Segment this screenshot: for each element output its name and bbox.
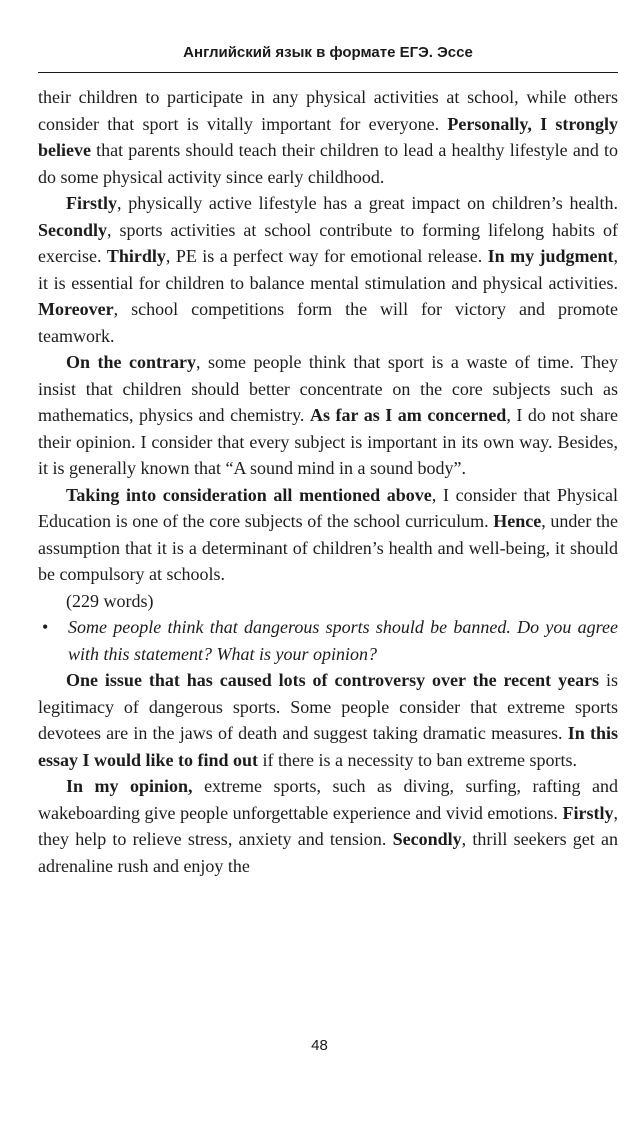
text-run: , thrill seekers get an adrenaline rush and enjoy the [38,829,618,876]
linking-phrase: In my judgment [487,246,614,266]
text-run: their children to participate in any physical activities at school, while others consider that sport is vitally important for everyone. [38,87,618,134]
text-run: , they help to relieve stress, anxiety and tension. [38,802,618,849]
text-run: , some people think that sport is a waste of time. They insist that children should better concentrate on the core subjects such as mathematics, physics and chemistry. [38,352,618,425]
paragraph-4 [38,482,618,588]
text-run: , under the assumption that it is a determinant of children’s health and well-being, it should be compulsory at schools. [38,511,618,584]
linking-phrase: In my opinion, [66,776,193,796]
linking-phrase: Taking into consideration all mentioned above [66,484,432,505]
paragraph-1 [38,84,618,190]
text-run: if there is a necessity to ban extreme sports. [258,749,577,770]
linking-phrase: As far as I am concerned [309,405,507,425]
linking-phrase: Hence [493,511,542,531]
linking-phrase: On the contrary [66,352,196,372]
word-count: (229 words) [66,590,154,611]
linking-phrase: Secondly [38,219,108,240]
question-text: Some people think that dangerous sports should be banned. Do you agree with this statement? What is your opinion? [68,617,618,664]
text-run: is legitimacy of dangerous sports. Some people consider that extreme sports devotees are in the jaws of death and suggest taking dramatic measures. [38,670,618,743]
linking-phrase: In this essay I would like to find out [38,723,618,770]
text-run: , sports activities at school contribute to forming lifelong habits of exercise. [38,219,618,266]
linking-phrase: Firstly [562,802,614,823]
paragraph-3 [38,349,618,482]
page-number: 48 [311,1037,328,1054]
linking-phrase: Personally, I strongly believe [38,113,619,160]
text-run: , PE is a perfect way for emotional release. [165,246,488,266]
linking-phrase: Secondly [392,829,462,849]
linking-phrase: Moreover [38,299,114,319]
essay-text [38,84,618,879]
essay-question [38,614,618,667]
text-run: , I do not share their opinion. I consider that every subject is important in its own way. Besides, it is generally known that “A sound mind in a sound body”. [38,405,618,478]
text-run: , I consider that Physical Education is one of the core subjects of the school curriculum. [38,484,618,531]
text-run: , it is essential for children to balance mental stimulation and physical activities. [38,246,619,293]
paragraph-2 [38,190,618,349]
linking-phrase: Firstly [66,193,117,213]
text-run: extreme sports, such as diving, surfing, rafting and wakeboarding give people unforgettable experience and vivid emotions. [38,776,619,823]
running-header: Английский язык в формате ЕГЭ. Эссе [183,44,473,61]
linking-phrase: One issue that has caused lots of controversy over the recent years [66,670,600,690]
paragraph-6 [38,773,618,879]
text-run: , school competitions form the will for victory and promote teamwork. [38,299,618,346]
linking-phrase: Thirdly [106,246,166,266]
paragraph-5 [38,667,618,773]
bullet-icon: • [42,617,49,637]
text-run: that parents should teach their children to lead a healthy lifestyle and to do some physical activity since early childhood. [38,140,618,187]
header-rule [38,72,618,73]
text-run: , physically active lifestyle has a great impact on children’s health. [117,193,618,213]
